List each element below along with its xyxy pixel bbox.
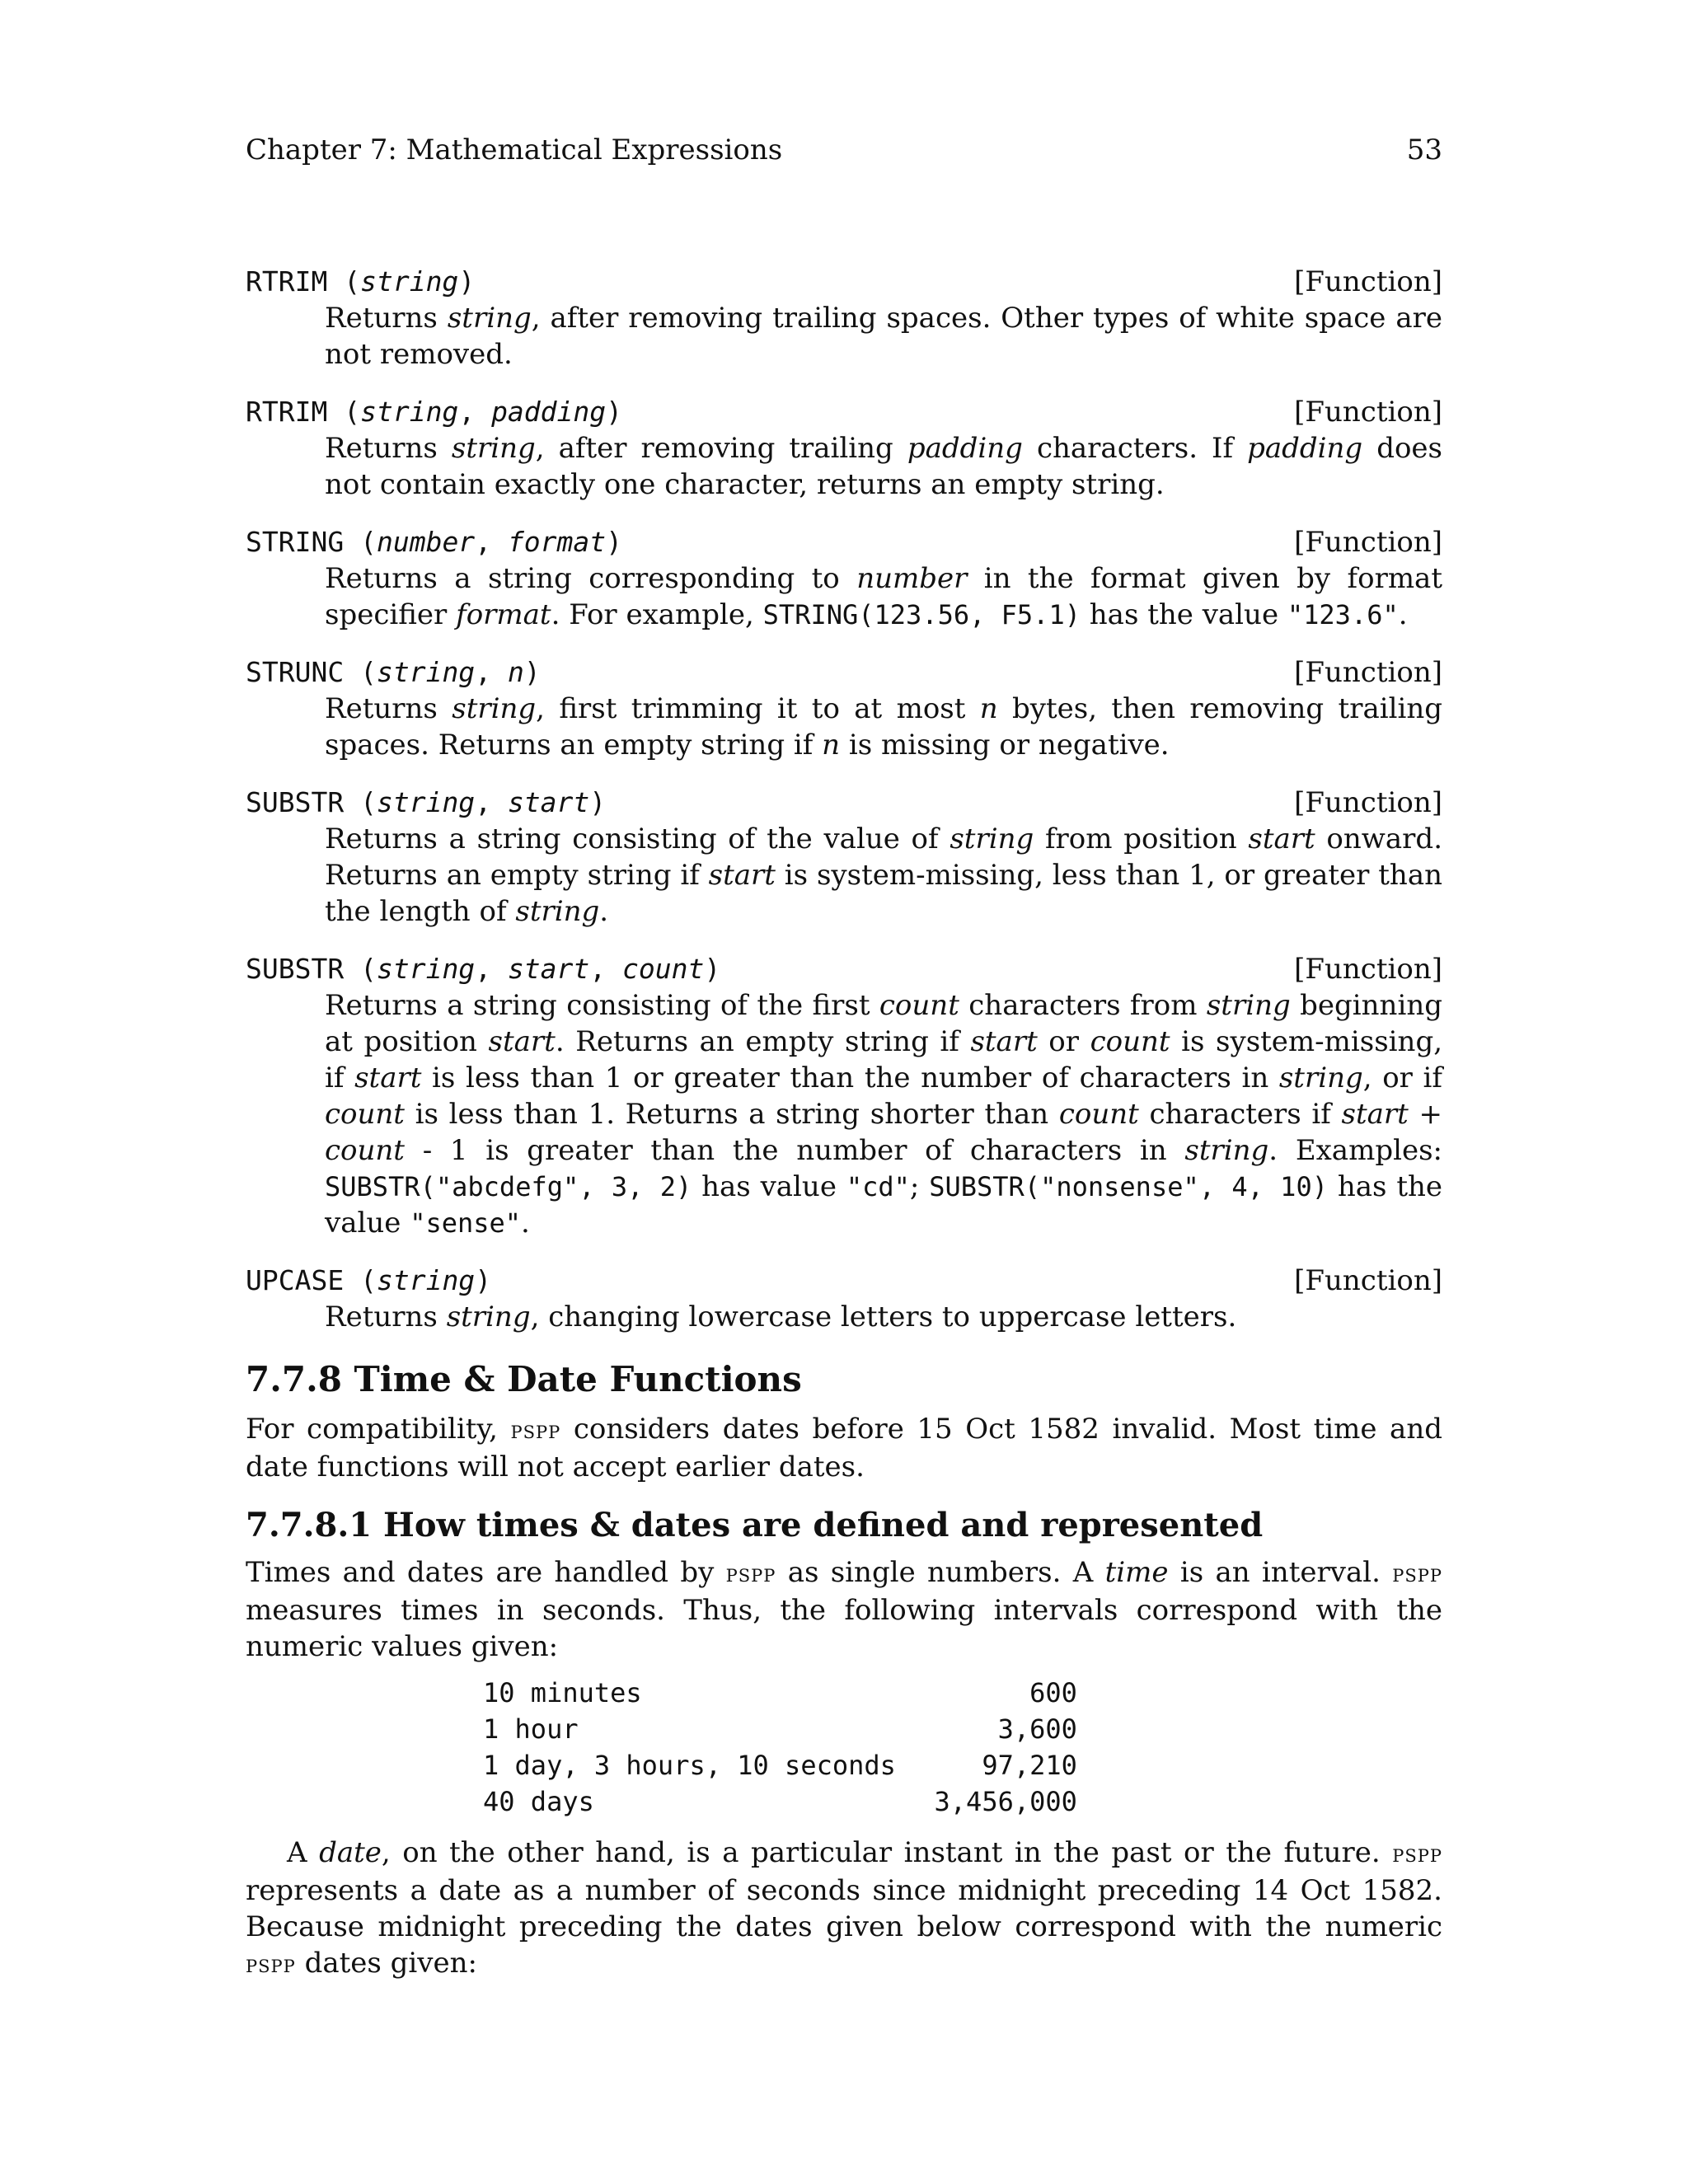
text-run: string <box>515 895 600 928</box>
function-description <box>325 987 1442 1241</box>
text-run: string <box>1278 1062 1363 1094</box>
text-run: has the value <box>1080 598 1287 631</box>
subsection-heading: 7.7.8.1 How times & dates are defined and represented <box>246 1506 1264 1544</box>
text-run: padding <box>1247 432 1363 465</box>
function-name: SUBSTR <box>246 786 345 818</box>
function-argument: start <box>507 786 590 818</box>
function-kind-label: [Function] <box>1294 953 1442 986</box>
function-description <box>325 300 1442 373</box>
text-run: "cd" <box>846 1171 910 1202</box>
function-entry <box>246 654 1442 763</box>
table-row <box>483 1747 1077 1783</box>
text-run: string <box>1184 1134 1269 1167</box>
text-run: string <box>447 302 532 335</box>
text-run: format <box>456 598 551 631</box>
function-signature: STRING (number, format) <box>246 526 623 558</box>
function-argument: count <box>622 953 705 985</box>
text-run: dates given: <box>295 1947 477 1980</box>
text-run: start <box>970 1025 1038 1058</box>
function-entry <box>246 1263 1442 1335</box>
text-run: has value <box>692 1170 846 1203</box>
text-run: "sense" <box>410 1207 522 1239</box>
table-row <box>483 1783 1077 1820</box>
text-run: , first trimming it to at most <box>536 692 980 725</box>
text-run: is less than 1. Returns a string shorter than <box>404 1098 1059 1131</box>
text-run: A <box>287 1836 320 1869</box>
function-kind-label: [Function] <box>1294 265 1442 298</box>
text-run: is an interval. <box>1168 1556 1393 1589</box>
function-name: SUBSTR <box>246 953 345 985</box>
function-entry <box>246 264 1442 373</box>
function-entry <box>246 524 1442 633</box>
text-run: string <box>452 692 537 725</box>
interval-label: 40 days <box>483 1786 594 1817</box>
text-run: Returns <box>325 692 452 725</box>
interval-label: 10 minutes <box>483 1677 642 1708</box>
text-run: as single numbers. A <box>776 1556 1105 1589</box>
function-signature-line <box>246 951 1442 987</box>
interval-table <box>483 1675 1077 1820</box>
text-run: count <box>1058 1098 1139 1131</box>
section-heading: 7.7.8 Time & Date Functions <box>246 1359 802 1399</box>
text-run: considers dates before 15 Oct 1582 invalid. Most time and date functions will not accept earlier dates. <box>246 1413 1442 1483</box>
function-name: UPCASE <box>246 1264 345 1296</box>
text-run: start <box>488 1025 556 1058</box>
function-name: STRING <box>246 526 345 558</box>
function-signature-line <box>246 785 1442 821</box>
text-run: pspp <box>725 1559 776 1588</box>
text-run: , on the other hand, is a particular instant in the past or the future. <box>381 1836 1393 1869</box>
interval-seconds: 3,600 <box>997 1713 1077 1745</box>
function-name: STRUNC <box>246 656 345 688</box>
function-argument: string <box>376 786 476 818</box>
text-run: Returns a string consisting of the value of <box>325 823 950 855</box>
function-signature: RTRIM (string, padding) <box>246 396 623 428</box>
function-argument: start <box>507 953 590 985</box>
chapter-title: Chapter 7: Mathematical Expressions <box>246 134 783 166</box>
text-run: is missing or negative. <box>840 729 1170 762</box>
function-argument: string <box>376 953 476 985</box>
text-run: count <box>1090 1025 1170 1058</box>
function-argument: string <box>360 396 459 428</box>
text-run: pspp <box>1392 1559 1442 1588</box>
function-name: RTRIM <box>246 265 328 298</box>
text-run: , after removing trailing spaces. Other types of white space are not removed. <box>325 302 1443 371</box>
text-run: . <box>599 895 609 928</box>
text-run: . Examples: <box>1268 1134 1442 1167</box>
table-row <box>483 1675 1077 1711</box>
text-run: start <box>708 859 776 892</box>
text-run: string <box>446 1301 531 1333</box>
text-run: beginning at position <box>325 989 1442 1058</box>
text-run: bytes, then removing trailing spaces. Returns an empty string if <box>325 692 1443 762</box>
text-run: string <box>950 823 1034 855</box>
text-run: characters. If <box>1022 432 1248 465</box>
interval-seconds: 3,456,000 <box>934 1786 1077 1817</box>
function-argument: number <box>376 526 476 558</box>
text-run: Times and dates are handled by <box>246 1556 726 1589</box>
function-entry <box>246 394 1442 503</box>
function-signature-line <box>246 264 1442 300</box>
function-argument: string <box>360 265 459 298</box>
text-run: is system-missing, less than 1, or greater than the length of <box>325 859 1442 928</box>
text-run: padding <box>907 432 1023 465</box>
page-header <box>246 132 1442 168</box>
text-run: in the format given by format specifier <box>325 562 1442 631</box>
text-run: Returns a string corresponding to <box>325 562 857 595</box>
function-signature-line <box>246 1263 1442 1299</box>
function-argument: string <box>376 656 476 688</box>
section-paragraph <box>246 1411 1442 1485</box>
text-run: count <box>325 1134 405 1167</box>
text-run: does not contain exactly one character, returns an empty string. <box>325 432 1443 501</box>
text-run: count <box>325 1098 405 1131</box>
function-kind-label: [Function] <box>1294 526 1442 559</box>
function-entry <box>246 785 1442 930</box>
text-run: . Returns an empty string if <box>555 1025 971 1058</box>
text-run: is less than 1 or greater than the number of characters in <box>421 1062 1279 1094</box>
text-run: - 1 is greater than the number of characters in <box>404 1134 1185 1167</box>
text-run: pspp <box>1392 1840 1442 1868</box>
text-run: + <box>1408 1098 1442 1131</box>
subsection-paragraph-2 <box>246 1835 1442 1983</box>
text-run: start <box>1341 1098 1409 1131</box>
text-run: measures times in seconds. Thus, the following intervals correspond with the numeric values given: <box>246 1594 1442 1663</box>
text-run: onward. Returns an empty string if <box>325 823 1443 892</box>
text-run: , changing lowercase letters to uppercase letters. <box>530 1301 1237 1333</box>
text-run: characters if <box>1138 1098 1342 1131</box>
text-run: pspp <box>246 1950 296 1979</box>
function-argument: padding <box>491 396 607 428</box>
function-signature-line <box>246 524 1442 560</box>
text-run: SUBSTR("abcdefg", 3, 2) <box>325 1171 692 1202</box>
interval-seconds: 600 <box>1029 1677 1077 1708</box>
subsection-paragraph-1 <box>246 1554 1442 1665</box>
text-run: . <box>1398 598 1408 631</box>
page-number: 53 <box>1406 134 1442 166</box>
text-run: n <box>979 692 998 725</box>
text-run: count <box>879 989 959 1022</box>
function-signature: UPCASE (string) <box>246 1264 492 1296</box>
function-signature-line <box>246 394 1442 430</box>
function-kind-label: [Function] <box>1294 656 1442 689</box>
text-run: , after removing trailing <box>535 432 907 465</box>
text-run: date <box>319 1836 382 1869</box>
function-kind-label: [Function] <box>1294 786 1442 819</box>
interval-seconds: 97,210 <box>982 1750 1077 1781</box>
text-run: Returns <box>325 1301 447 1333</box>
text-run: Returns <box>325 432 452 465</box>
function-signature: RTRIM (string) <box>246 265 476 298</box>
text-run: ; <box>909 1170 930 1203</box>
text-run: time <box>1104 1556 1169 1589</box>
interval-label: 1 hour <box>483 1713 579 1745</box>
function-list <box>246 264 1442 1335</box>
function-signature: SUBSTR (string, start, count) <box>246 953 721 985</box>
text-run: start <box>354 1062 422 1094</box>
text-run: string <box>1206 989 1291 1022</box>
text-run: Returns <box>325 302 448 335</box>
text-run: number <box>856 562 968 595</box>
text-run: . For example, <box>551 598 763 631</box>
text-run: string <box>451 432 536 465</box>
function-description <box>325 1299 1442 1335</box>
text-run: SUBSTR("nonsense", 4, 10) <box>929 1171 1328 1202</box>
function-kind-label: [Function] <box>1294 396 1442 429</box>
function-description <box>325 430 1442 503</box>
text-run: For compatibility, <box>246 1413 511 1446</box>
function-argument: format <box>507 526 607 558</box>
text-run: "123.6" <box>1287 599 1399 630</box>
text-run: n <box>822 729 841 762</box>
function-signature: STRUNC (string, n) <box>246 656 541 688</box>
text-run: . <box>521 1207 530 1240</box>
function-signature: SUBSTR (string, start) <box>246 786 607 818</box>
function-kind-label: [Function] <box>1294 1264 1442 1297</box>
function-name: RTRIM <box>246 396 328 428</box>
function-argument: string <box>376 1264 476 1296</box>
function-entry <box>246 951 1442 1241</box>
text-run: or <box>1037 1025 1090 1058</box>
interval-label: 1 day, 3 hours, 10 seconds <box>483 1750 896 1781</box>
text-run: has the value <box>325 1170 1443 1240</box>
text-run: start <box>1248 823 1315 855</box>
function-signature-line <box>246 654 1442 691</box>
text-run: pspp <box>510 1416 561 1445</box>
text-run: Returns a string consisting of the first <box>325 989 879 1022</box>
function-description <box>325 560 1442 633</box>
text-run: is system-missing, if <box>325 1025 1443 1094</box>
text-run: STRING(123.56, F5.1) <box>762 599 1081 630</box>
text-run: , or if <box>1362 1062 1442 1094</box>
function-description <box>325 691 1442 763</box>
text-run: from position <box>1034 823 1249 855</box>
function-description <box>325 821 1442 930</box>
table-row <box>483 1711 1077 1747</box>
text-run: characters from <box>959 989 1207 1022</box>
text-run: represents a date as a number of seconds since midnight preceding 14 Oct 1582. Because midnight preceding the dates given below correspond with the numeric <box>246 1874 1442 1943</box>
function-argument: n <box>507 656 524 688</box>
page-content <box>246 264 1442 1993</box>
